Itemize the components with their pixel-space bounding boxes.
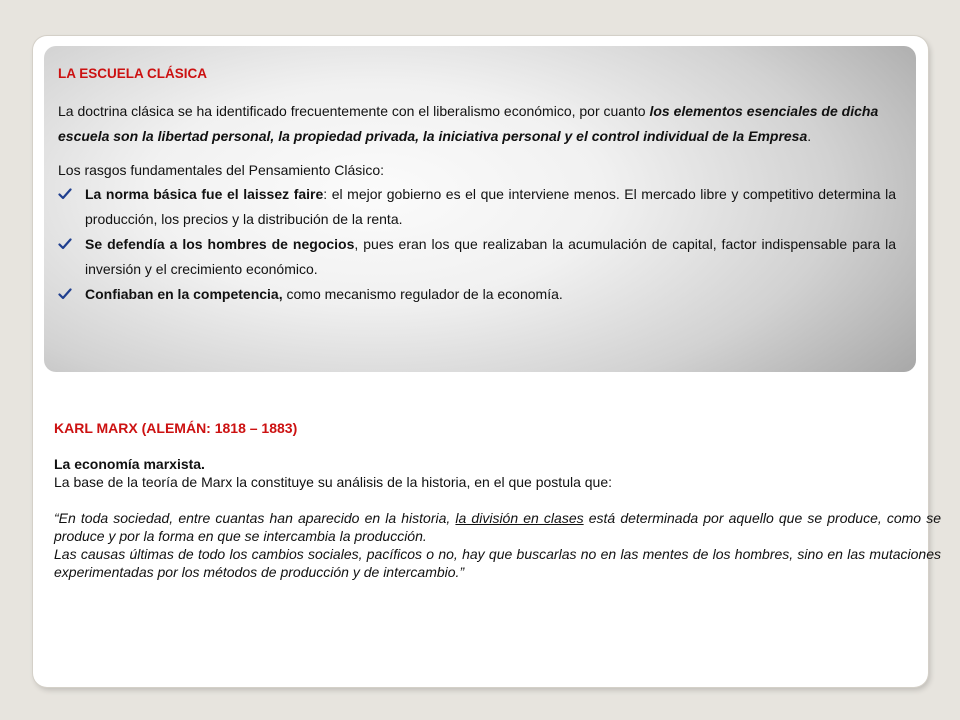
quote-text: “En toda sociedad, entre cuantas han aparecido en la historia, [54, 510, 456, 526]
list-item [58, 232, 896, 282]
bullet-bold: Confiaban en la competencia, [85, 286, 283, 302]
karl-marx-section [54, 419, 941, 581]
checkmark-icon [58, 287, 72, 301]
checkmark-icon [58, 187, 72, 201]
list-item [58, 282, 896, 307]
intro-end: . [807, 128, 812, 144]
slide [33, 36, 941, 687]
classical-doctrine-paragraph [58, 99, 896, 149]
marx-theory-base: La base de la teoría de Marx la constituye su análisis de la historia, en el que postula que: [54, 474, 613, 490]
marxist-economy-subtitle: La economía marxista. [54, 456, 205, 472]
classical-school-box [44, 46, 916, 372]
quote-underlined: la división en clases [455, 510, 584, 526]
bullet-bold: La norma básica fue el laissez faire [85, 186, 324, 202]
bullet-text: : el mejor gobierno es el que interviene menos. El mercado libre y competitivo determina la producción, los precios y la distribución de la renta. [85, 186, 896, 227]
features-heading: Los rasgos fundamentales del Pensamiento Clásico: [58, 162, 385, 178]
checkmark-icon [58, 237, 72, 251]
intro-text: La doctrina clásica se ha identificado frecuentemente con el liberalismo económico, por cuanto [58, 103, 650, 119]
marx-quote-2: Las causas últimas de todo los cambios sociales, pacíficos o no, hay que buscarlas no en las mentes de los hombres, sino en las mutaciones experimentadas por los métodos de producción y de intercambio.” [54, 546, 941, 580]
intro-emphasis: los elementos esenciales de dicha escuela son la libertad personal, la propiedad privada, la iniciativa personal y el control individual de la Empresa [58, 103, 879, 144]
bullet-bold: Se defendía a los hombres de negocios [85, 236, 355, 252]
classical-school-title: LA ESCUELA CLÁSICA [58, 66, 208, 81]
bullet-text: como mecanismo regulador de la economía. [282, 286, 563, 302]
karl-marx-title: KARL MARX (ALEMÁN: 1818 – 1883) [54, 420, 298, 436]
bullet-text: , pues eran los que realizaban la acumulación de capital, factor indispensable para la inversión y el crecimiento económico. [85, 236, 896, 277]
marx-quote-1 [54, 509, 941, 545]
list-item [58, 182, 896, 232]
quote-text-end: está determinada por aquello que se produce, como se produce y por la forma en que se intercambia la producción. [54, 510, 941, 544]
features-list [58, 182, 896, 307]
